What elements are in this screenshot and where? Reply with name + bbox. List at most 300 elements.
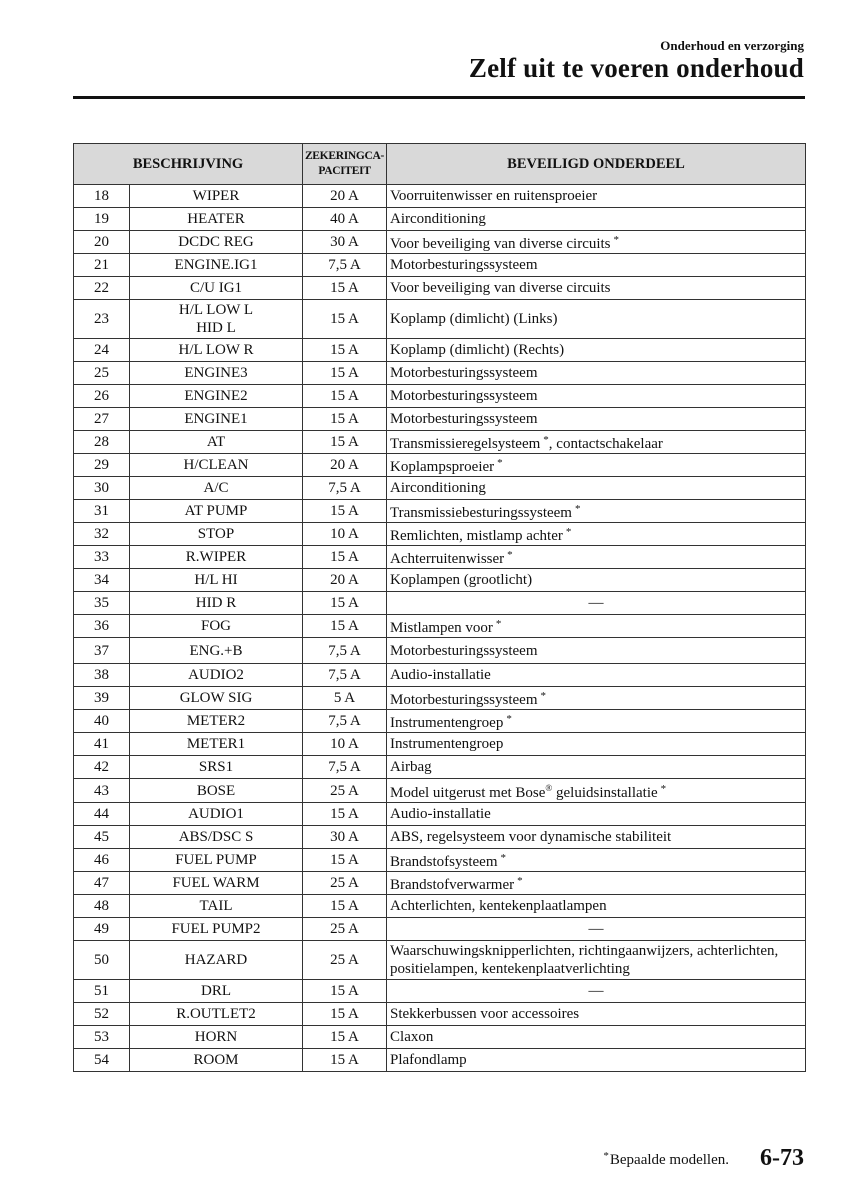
protected-component: Waarschuwingsknipperlichten, richtingaanwijzers, achterlichten, xyxy=(390,943,779,959)
fuse-description-cell xyxy=(130,638,303,664)
fuse-number-cell xyxy=(74,826,130,849)
fuse-description: ENG.+B xyxy=(189,642,243,659)
protected-component-cell xyxy=(387,980,806,1003)
fuse-number: 24 xyxy=(94,342,109,358)
table-row xyxy=(74,523,806,546)
table-row xyxy=(74,615,806,638)
protected-component-cell xyxy=(387,918,806,941)
fuse-capacity: 20 A xyxy=(330,188,359,204)
fuse-capacity: 15 A xyxy=(330,806,359,822)
fuse-capacity-cell xyxy=(303,254,387,277)
fuse-description-cell xyxy=(130,1003,303,1026)
protected-component-cell xyxy=(387,231,806,254)
fuse-capacity-cell xyxy=(303,431,387,454)
column-header-description: BESCHRIJVING xyxy=(74,144,303,185)
fuse-capacity: 15 A xyxy=(330,503,359,519)
fuse-description: FUEL PUMP2 xyxy=(171,921,261,937)
fuse-number: 29 xyxy=(94,457,109,473)
asterisk-mark: * xyxy=(540,690,547,702)
fuse-number-cell xyxy=(74,500,130,523)
protected-component-cell xyxy=(387,362,806,385)
fuse-capacity: 25 A xyxy=(330,952,359,968)
column-header-component: BEVEILIGD ONDERDEEL xyxy=(387,144,806,185)
protected-component-cell xyxy=(387,454,806,477)
fuse-number: 48 xyxy=(94,898,109,914)
fuse-description-cell xyxy=(130,277,303,300)
fuse-number-cell xyxy=(74,569,130,592)
fuse-description: ENGINE2 xyxy=(184,388,248,404)
fuse-capacity: 20 A xyxy=(330,457,359,473)
fuse-capacity-cell xyxy=(303,687,387,710)
fuse-number: 44 xyxy=(94,806,109,822)
fuse-description: FOG xyxy=(201,618,232,634)
table-row xyxy=(74,803,806,826)
fuse-description: ROOM xyxy=(193,1052,239,1068)
fuse-description: DCDC REG xyxy=(178,234,254,250)
asterisk-mark: * xyxy=(500,852,506,864)
protected-component-cell xyxy=(387,500,806,523)
fuse-capacity-cell xyxy=(303,362,387,385)
footnote-asterisk: * xyxy=(603,1150,609,1162)
table-row xyxy=(74,638,806,664)
fuse-capacity-cell xyxy=(303,277,387,300)
fuse-number-cell xyxy=(74,362,130,385)
asterisk-mark: * xyxy=(543,434,549,446)
fuse-description: AUDIO2 xyxy=(188,667,244,683)
fuse-description: AT PUMP xyxy=(184,503,248,519)
table-row xyxy=(74,687,806,710)
fuse-number: 32 xyxy=(94,526,109,542)
protected-component-cell xyxy=(387,254,806,277)
fuse-description-cell xyxy=(130,1026,303,1049)
fuse-description: H/CLEAN xyxy=(183,457,249,473)
protected-component-cell xyxy=(387,779,806,803)
fuse-number-cell xyxy=(74,918,130,941)
protected-component: Model uitgerust met Bose xyxy=(390,785,546,801)
fuse-number-cell xyxy=(74,208,130,231)
table-row xyxy=(74,208,806,231)
asterisk-mark: * xyxy=(506,713,512,725)
fuse-description-cell xyxy=(130,872,303,895)
fuse-number-cell xyxy=(74,431,130,454)
fuse-description-cell xyxy=(130,185,303,208)
fuse-description: METER1 xyxy=(186,736,246,752)
protected-component: Stekkerbussen voor accessoires xyxy=(390,1006,580,1022)
fuse-capacity: 15 A xyxy=(330,365,359,381)
fuse-number-cell xyxy=(74,339,130,362)
fuse-number: 25 xyxy=(94,365,109,381)
asterisk-mark: * xyxy=(497,457,503,469)
fuse-description-cell xyxy=(130,733,303,756)
protected-component-cell xyxy=(387,185,806,208)
protected-component: Audio-installatie xyxy=(390,806,491,822)
fuse-description: HID R xyxy=(195,595,237,611)
protected-component-line2: positielampen, kentekenplaatverlichting xyxy=(390,961,630,977)
fuse-capacity-cell xyxy=(303,849,387,872)
fuse-description-cell xyxy=(130,895,303,918)
fuse-number: 18 xyxy=(94,188,109,204)
fuse-table-body xyxy=(74,185,806,1072)
fuse-description: HEATER xyxy=(187,211,245,227)
protected-component: Koplampsproeier xyxy=(390,459,495,475)
fuse-number-cell xyxy=(74,872,130,895)
fuse-capacity: 15 A xyxy=(330,983,359,999)
fuse-description-cell xyxy=(130,756,303,779)
fuse-description-cell xyxy=(130,592,303,615)
fuse-description: FUEL WARM xyxy=(172,875,260,891)
fuse-description: GLOW SIG xyxy=(179,690,253,706)
fuse-capacity-cell xyxy=(303,339,387,362)
fuse-description-cell xyxy=(130,803,303,826)
fuse-capacity: 10 A xyxy=(330,526,359,542)
fuse-capacity-cell xyxy=(303,300,387,339)
page-title: Zelf uit te voeren onderhoud xyxy=(468,53,804,83)
table-row xyxy=(74,254,806,277)
fuse-capacity: 30 A xyxy=(330,829,359,845)
table-row xyxy=(74,431,806,454)
fuse-description-cell xyxy=(130,300,303,339)
fuse-capacity: 15 A xyxy=(330,1006,359,1022)
protected-component-cell xyxy=(387,849,806,872)
fuse-capacity-cell xyxy=(303,710,387,733)
protected-component-continued: , contactschakelaar xyxy=(548,436,663,452)
table-row xyxy=(74,872,806,895)
fuse-number-cell xyxy=(74,408,130,431)
protected-component: Airconditioning xyxy=(390,211,486,227)
protected-component-cell xyxy=(387,1026,806,1049)
fuse-number-cell xyxy=(74,664,130,687)
fuse-capacity: 15 A xyxy=(330,411,359,427)
protected-component-cell xyxy=(387,664,806,687)
table-row xyxy=(74,941,806,980)
fuse-capacity: 5 A xyxy=(333,690,356,706)
fuse-number-cell xyxy=(74,980,130,1003)
protected-component-cell xyxy=(387,431,806,454)
fuse-number: 51 xyxy=(94,983,109,999)
protected-component-cell xyxy=(387,208,806,231)
table-row xyxy=(74,592,806,615)
table-row xyxy=(74,362,806,385)
protected-component: Voorruitenwisser en ruitensproeier xyxy=(390,188,598,204)
fuse-capacity-cell xyxy=(303,185,387,208)
fuse-number-cell xyxy=(74,592,130,615)
fuse-capacity-cell xyxy=(303,895,387,918)
fuse-description: H/L HI xyxy=(194,572,238,588)
fuse-number-cell xyxy=(74,849,130,872)
fuse-capacity-cell xyxy=(303,918,387,941)
fuse-description-cell xyxy=(130,826,303,849)
table-row xyxy=(74,477,806,500)
fuse-capacity: 15 A xyxy=(330,342,359,358)
fuse-description-cell xyxy=(130,980,303,1003)
fuse-capacity: 15 A xyxy=(330,1029,359,1045)
fuse-number: 26 xyxy=(94,388,109,404)
fuse-number: 31 xyxy=(94,503,109,519)
column-header-capacity xyxy=(303,144,387,185)
table-row xyxy=(74,454,806,477)
fuse-number: 36 xyxy=(94,618,109,634)
protected-component: Koplamp (dimlicht) (Links) xyxy=(390,311,558,327)
protected-component-cell xyxy=(387,615,806,638)
fuse-number-cell xyxy=(74,185,130,208)
fuse-description-cell xyxy=(130,254,303,277)
table-row xyxy=(74,918,806,941)
protected-component: Motorbesturingssysteem xyxy=(390,365,538,381)
section-subtitle: Onderhoud en verzorging xyxy=(660,38,804,53)
fuse-capacity: 7,5 A xyxy=(328,759,361,775)
protected-component: Audio-installatie xyxy=(390,667,491,683)
fuse-number-cell xyxy=(74,277,130,300)
fuse-description-cell xyxy=(130,500,303,523)
fuse-description: AT xyxy=(206,434,226,450)
fuse-number-cell xyxy=(74,710,130,733)
fuse-number: 34 xyxy=(94,572,109,588)
footnote-text: Bepaalde modellen. xyxy=(609,1152,729,1168)
protected-component-cell xyxy=(387,277,806,300)
fuse-number: 35 xyxy=(94,595,109,611)
fuse-description: R.OUTLET2 xyxy=(176,1006,256,1022)
table-row xyxy=(74,710,806,733)
fuse-number: 21 xyxy=(94,257,109,273)
fuse-capacity-cell xyxy=(303,477,387,500)
fuse-capacity-cell xyxy=(303,638,387,664)
page-number: 6-73 xyxy=(760,1145,804,1171)
fuse-capacity: 7,5 A xyxy=(328,480,361,496)
protected-component-cell xyxy=(387,710,806,733)
fuse-number-cell xyxy=(74,1026,130,1049)
fuse-description-cell xyxy=(130,941,303,980)
fuse-capacity-cell xyxy=(303,208,387,231)
footnote xyxy=(603,1150,729,1169)
table-row xyxy=(74,1026,806,1049)
table-row xyxy=(74,231,806,254)
fuse-description: ABS/DSC S xyxy=(178,829,254,845)
fuse-capacity: 10 A xyxy=(330,736,359,752)
protected-component: ABS, regelsysteem voor dynamische stabiliteit xyxy=(390,829,672,845)
fuse-capacity-cell xyxy=(303,454,387,477)
fuse-description: ENGINE.IG1 xyxy=(174,257,258,273)
registered-mark: ® xyxy=(545,783,553,793)
fuse-capacity: 40 A xyxy=(330,211,359,227)
protected-component: — xyxy=(588,595,604,611)
fuse-capacity: 7,5 A xyxy=(328,257,361,273)
fuse-description: BOSE xyxy=(196,782,236,799)
table-row xyxy=(74,980,806,1003)
fuse-description-cell xyxy=(130,849,303,872)
fuse-capacity: 30 A xyxy=(330,234,359,250)
fuse-description: TAIL xyxy=(199,898,233,914)
fuse-number: 53 xyxy=(94,1029,109,1045)
fuse-description-cell xyxy=(130,454,303,477)
fuse-capacity: 15 A xyxy=(330,852,359,868)
table-row xyxy=(74,408,806,431)
table-row xyxy=(74,185,806,208)
protected-component-cell xyxy=(387,385,806,408)
fuse-description-cell xyxy=(130,615,303,638)
protected-component: Achterlichten, kentekenplaatlampen xyxy=(390,898,607,914)
fuse-number-cell xyxy=(74,523,130,546)
fuse-capacity-cell xyxy=(303,408,387,431)
fuse-number: 41 xyxy=(94,736,109,752)
asterisk-mark: * xyxy=(517,875,523,887)
table-row xyxy=(74,733,806,756)
fuse-number: 23 xyxy=(94,311,109,327)
fuse-description-cell xyxy=(130,208,303,231)
fuse-capacity-cell xyxy=(303,523,387,546)
protected-component: Brandstofverwarmer xyxy=(390,877,515,893)
table-row xyxy=(74,664,806,687)
table-row xyxy=(74,779,806,803)
fuse-capacity: 15 A xyxy=(330,595,359,611)
fuse-description: ENGINE1 xyxy=(184,411,248,427)
fuse-description-cell xyxy=(130,569,303,592)
table-row xyxy=(74,849,806,872)
header-divider xyxy=(73,96,805,99)
fuse-number-cell xyxy=(74,477,130,500)
fuse-description-cell xyxy=(130,339,303,362)
fuse-description-cell xyxy=(130,687,303,710)
fuse-capacity: 15 A xyxy=(330,618,359,634)
fuse-description: R.WIPER xyxy=(185,549,247,565)
fuse-description-cell xyxy=(130,918,303,941)
fuse-description-cell xyxy=(130,431,303,454)
fuse-number: 54 xyxy=(94,1052,109,1068)
protected-component-cell xyxy=(387,546,806,569)
protected-component: — xyxy=(588,921,604,937)
fuse-description: STOP xyxy=(197,526,235,542)
protected-component-cell xyxy=(387,803,806,826)
fuse-capacity-cell xyxy=(303,385,387,408)
table-row xyxy=(74,569,806,592)
fuse-capacity: 15 A xyxy=(330,280,359,296)
fuse-description-cell xyxy=(130,477,303,500)
fuse-capacity: 25 A xyxy=(330,782,359,799)
fuse-description: H/L LOW L xyxy=(178,302,254,318)
table-row xyxy=(74,500,806,523)
fuse-number: 40 xyxy=(94,713,109,729)
fuse-capacity: 15 A xyxy=(330,434,359,450)
fuse-description: DRL xyxy=(201,983,231,999)
fuse-capacity-cell xyxy=(303,569,387,592)
fuse-capacity-cell xyxy=(303,500,387,523)
fuse-number-cell xyxy=(74,803,130,826)
protected-component: Transmissiebesturingssysteem xyxy=(390,505,572,521)
fuse-number: 33 xyxy=(94,549,109,565)
fuse-description: METER2 xyxy=(186,713,246,729)
protected-component-cell xyxy=(387,733,806,756)
fuse-capacity: 15 A xyxy=(330,311,359,327)
protected-component: Voor beveiliging van diverse circuits xyxy=(390,280,611,296)
asterisk-mark: * xyxy=(495,618,502,630)
protected-component: Claxon xyxy=(390,1029,434,1045)
protected-component-cell xyxy=(387,895,806,918)
protected-component-continued: geluidsinstallatie xyxy=(552,785,658,801)
fuse-number: 52 xyxy=(94,1006,109,1022)
protected-component: Motorbesturingssysteem xyxy=(390,257,538,273)
fuse-capacity: 15 A xyxy=(330,549,359,565)
fuse-number: 39 xyxy=(94,690,109,706)
fuse-number-cell xyxy=(74,1049,130,1072)
fuse-number-cell xyxy=(74,254,130,277)
fuse-description-cell xyxy=(130,523,303,546)
fuse-number-cell xyxy=(74,615,130,638)
fuse-capacity: 15 A xyxy=(330,898,359,914)
fuse-number: 20 xyxy=(94,234,109,250)
protected-component-cell xyxy=(387,687,806,710)
fuse-number-cell xyxy=(74,733,130,756)
protected-component: Achterruitenwisser xyxy=(390,551,505,567)
protected-component: Mistlampen voor xyxy=(390,620,493,636)
protected-component: Instrumentengroep xyxy=(390,736,504,752)
protected-component-cell xyxy=(387,826,806,849)
protected-component: Motorbesturingssysteem xyxy=(390,388,538,404)
fuse-capacity-cell xyxy=(303,546,387,569)
fuse-capacity-cell xyxy=(303,733,387,756)
protected-component-cell xyxy=(387,408,806,431)
table-row xyxy=(74,339,806,362)
fuse-number: 27 xyxy=(94,411,109,427)
protected-component: Plafondlamp xyxy=(390,1052,467,1068)
fuse-description: FUEL PUMP xyxy=(175,852,257,868)
fuse-capacity-cell xyxy=(303,779,387,803)
fuse-description: SRS1 xyxy=(198,759,234,775)
fuse-number-cell xyxy=(74,385,130,408)
table-row xyxy=(74,546,806,569)
fuse-description-cell xyxy=(130,1049,303,1072)
fuse-capacity: 15 A xyxy=(330,388,359,404)
fuse-number: 37 xyxy=(94,642,109,659)
fuse-capacity: 7,5 A xyxy=(328,642,361,659)
fuse-number: 43 xyxy=(94,782,109,799)
fuse-table-header xyxy=(74,144,806,185)
fuse-capacity-cell xyxy=(303,231,387,254)
fuse-number-cell xyxy=(74,300,130,339)
fuse-number: 49 xyxy=(94,921,109,937)
table-row xyxy=(74,1003,806,1026)
fuse-number: 42 xyxy=(94,759,109,775)
protected-component: Remlichten, mistlamp achter xyxy=(390,528,563,544)
fuse-number: 19 xyxy=(94,211,109,227)
protected-component: Airconditioning xyxy=(390,480,486,496)
fuse-number: 47 xyxy=(94,875,109,891)
fuse-capacity-cell xyxy=(303,872,387,895)
fuse-description: C/U IG1 xyxy=(189,280,243,296)
table-row xyxy=(74,756,806,779)
fuse-capacity: 25 A xyxy=(330,875,359,891)
protected-component-cell xyxy=(387,941,806,980)
protected-component-cell xyxy=(387,569,806,592)
protected-component-cell xyxy=(387,300,806,339)
protected-component: Voor beveiliging van diverse circuits xyxy=(390,236,611,252)
table-row xyxy=(74,277,806,300)
capacity-header-line1: ZEKERINGCA- xyxy=(304,150,385,162)
fuse-number-cell xyxy=(74,454,130,477)
fuse-number-cell xyxy=(74,941,130,980)
fuse-capacity: 7,5 A xyxy=(328,667,361,683)
fuse-number-cell xyxy=(74,756,130,779)
protected-component-cell xyxy=(387,756,806,779)
fuse-number-cell xyxy=(74,1003,130,1026)
fuse-description-cell xyxy=(130,385,303,408)
table-row xyxy=(74,385,806,408)
table-row xyxy=(74,826,806,849)
fuse-description: AUDIO1 xyxy=(188,806,244,822)
fuse-number-cell xyxy=(74,546,130,569)
protected-component: Motorbesturingssysteem xyxy=(390,411,538,427)
fuse-number-cell xyxy=(74,638,130,664)
capacity-header-line2: PACITEIT xyxy=(318,165,371,177)
fuse-description: WIPER xyxy=(192,188,240,204)
